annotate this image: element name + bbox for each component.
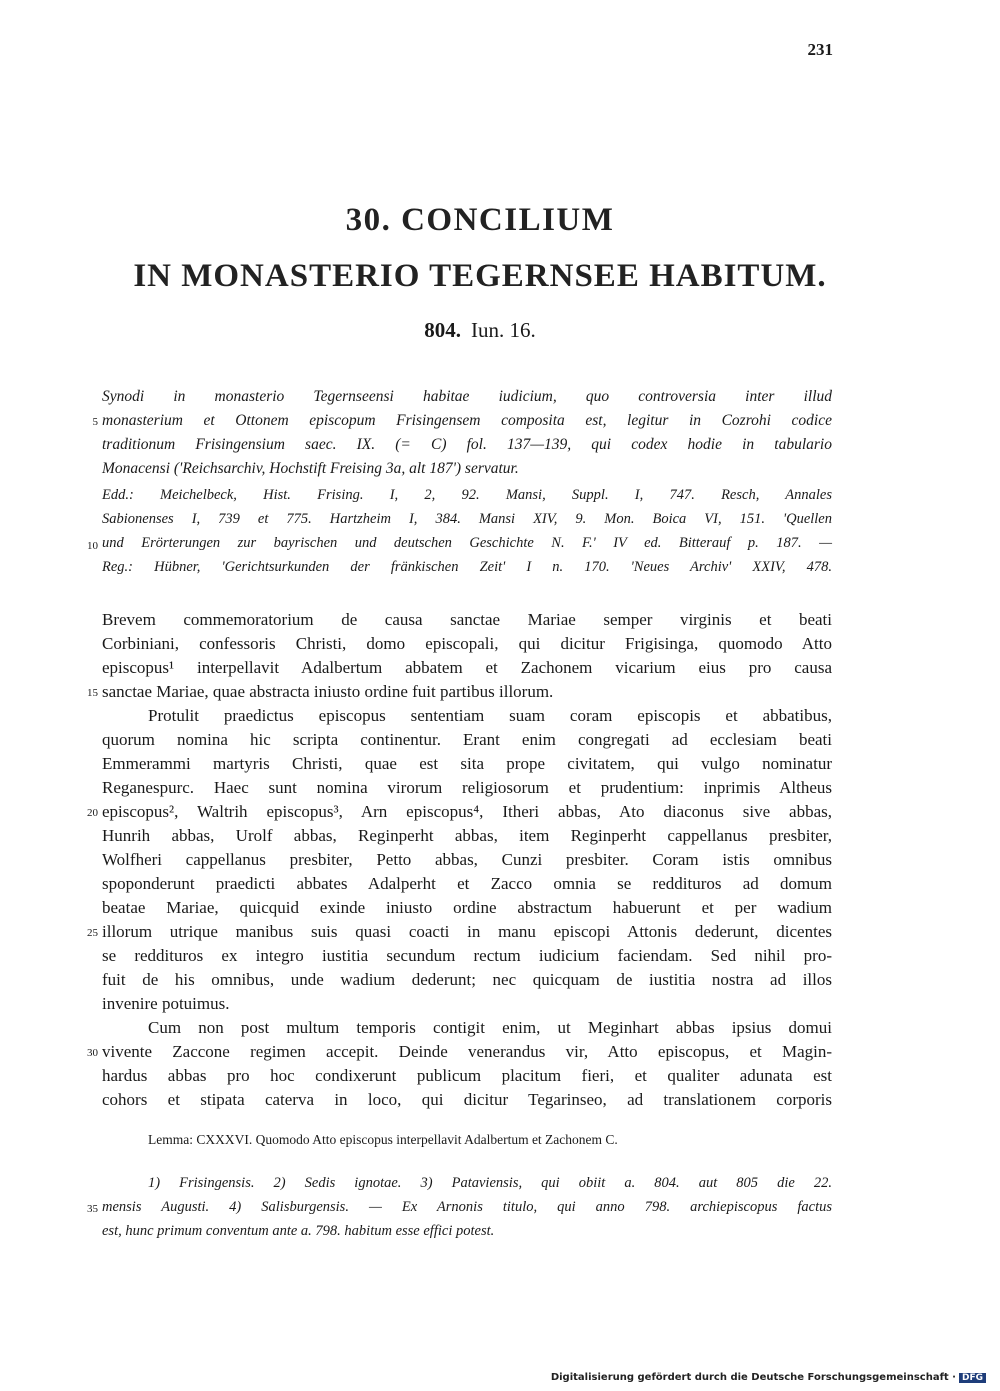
body-line: cohors et stipata caterva in loco, qui dicitur Tegarinseo, ad translationem corporis [102, 1090, 832, 1109]
page-number: 231 [807, 40, 833, 59]
body-line: beatae Mariae, quicquid exinde iniusto ordine abstractum habuerunt et per wadium [102, 898, 832, 917]
body-line: Hunrih abbas, Urolf abbas, Reginperht abbas, item Reginperht cappellanus presbiter, [102, 826, 832, 845]
body-line: Cum non post multum temporis contigit enim, ut Meginhart abbas ipsius domui [148, 1018, 832, 1037]
intro-line: traditionum Frisingensium saec. IX. (= C) fol. 137—139, qui codex hodie in tabulario [102, 436, 832, 453]
intro-line: Monacensi ('Reichsarchiv, Hochstift Freising 3a, alt 187') servatur. [102, 460, 519, 477]
lemma-line: Lemma: CXXXVI. Quomodo Atto episcopus interpellavit Adalbertum et Zachonem C. [148, 1132, 618, 1147]
line-number: 5 [92, 416, 98, 428]
editions-line: Sabionenses I, 739 et 775. Hartzheim I, 384. Mansi XIV, 9. Mon. Boica VI, 151. 'Quellen [102, 511, 832, 527]
intro-line: monasterium et Ottonem episcopum Frisingensem composita est, legitur in Cozrohi codice [102, 412, 832, 429]
editions-line: und Erörterungen zur bayrischen und deutschen Geschichte N. F.' IV ed. Bitterauf p. 187. — [102, 535, 832, 551]
body-line: Protulit praedictus episcopus sententiam suam coram episcopis et abbatibus, [148, 706, 832, 725]
line-number: 35 [87, 1203, 98, 1215]
footnote-line: mensis Augusti. 4) Salisburgensis. — Ex Arnonis titulo, qui anno 798. archiepiscopus factus [102, 1199, 832, 1215]
body-line: spoponderunt praedicti abbates Adalperht et Zacco omnia se reddituros ad domum [102, 874, 832, 893]
body-line: se reddituros ex integro iustitia secundum rectum iudicium faciendam. Sed nihil pro- [102, 946, 832, 965]
body-line: episcopus², Waltrih episcopus³, Arn episcopus⁴, Itheri abbas, Ato diaconus sive abbas, [102, 802, 832, 821]
body-line: Emmerammi martyris Christi, quae est sita prope civitatem, qui vulgo nominatur [102, 754, 832, 773]
line-number: 15 [87, 687, 98, 699]
chapter-title-line-1: 30. CONCILIUM [345, 202, 615, 238]
body-line: sanctae Mariae, quae abstracta iniusto ordine fuit partibus illorum. [102, 682, 554, 701]
body-line: illorum utrique manibus suis quasi coacti in manu episcopi Attonis dederunt, dicentes [102, 922, 832, 941]
body-line: fuit de his omnibus, unde wadium dederunt; nec quicquam de iustitia nostra ad illos [102, 970, 832, 989]
body-line: invenire potuimus. [102, 994, 230, 1013]
body-line: episcopus¹ interpellavit Adalbertum abbatem et Zachonem vicarium eius pro causa [102, 658, 832, 677]
editions-line: Reg.: Hübner, 'Gerichtsurkunden der fränkischen Zeit' I n. 170. 'Neues Archiv' XXIV, 478. [102, 559, 832, 575]
editions-line: Edd.: Meichelbeck, Hist. Frising. I, 2, 92. Mansi, Suppl. I, 747. Resch, Annales [102, 487, 832, 503]
line-number: 30 [87, 1047, 98, 1059]
body-line: Reganespurc. Haec sunt nomina virorum religiosorum et prudentium: inprimis Altheus [102, 778, 832, 797]
body-line: Brevem commemoratorium de causa sanctae Mariae semper virginis et beati [102, 610, 832, 629]
chapter-title-line-2: IN MONASTERIO TEGERNSEE HABITUM. [133, 258, 827, 294]
date-line [100, 318, 860, 343]
line-number: 25 [87, 927, 98, 939]
body-line: quorum nomina hic scripta continentur. Erant enim congregati ad ecclesiam beati [102, 730, 832, 749]
body-line: vivente Zaccone regimen accepit. Deinde venerandus vir, Atto episcopus, et Magin- [102, 1042, 832, 1061]
date-day: Iun. 16. [471, 318, 536, 342]
dfg-logo: DFG [959, 1373, 986, 1383]
digitization-footer [551, 1372, 986, 1383]
footnote-line: 1) Frisingensis. 2) Sedis ignotae. 3) Pataviensis, qui obiit a. 804. aut 805 die 22. [148, 1175, 832, 1191]
footnote-line: est, hunc primum conventum ante a. 798. habitum esse effici potest. [102, 1223, 495, 1239]
body-line: Wolfheri cappellanus presbiter, Petto abbas, Cunzi presbiter. Coram istis omnibus [102, 850, 832, 869]
footer-text: Digitalisierung gefördert durch die Deutsche Forschungsgemeinschaft · [550, 1372, 956, 1383]
body-line: hardus abbas pro hoc condixerunt publicum placitum fieri, et qualiter adunata est [102, 1066, 832, 1085]
body-line: Corbiniani, confessoris Christi, domo episcopali, qui dicitur Frigisinga, quomodo Atto [102, 634, 832, 653]
line-number: 10 [87, 540, 98, 552]
intro-line: Synodi in monasterio Tegernseensi habitae iudicium, quo controversia inter illud [102, 388, 832, 405]
line-number: 20 [87, 807, 98, 819]
date-year: 804. [424, 318, 461, 342]
